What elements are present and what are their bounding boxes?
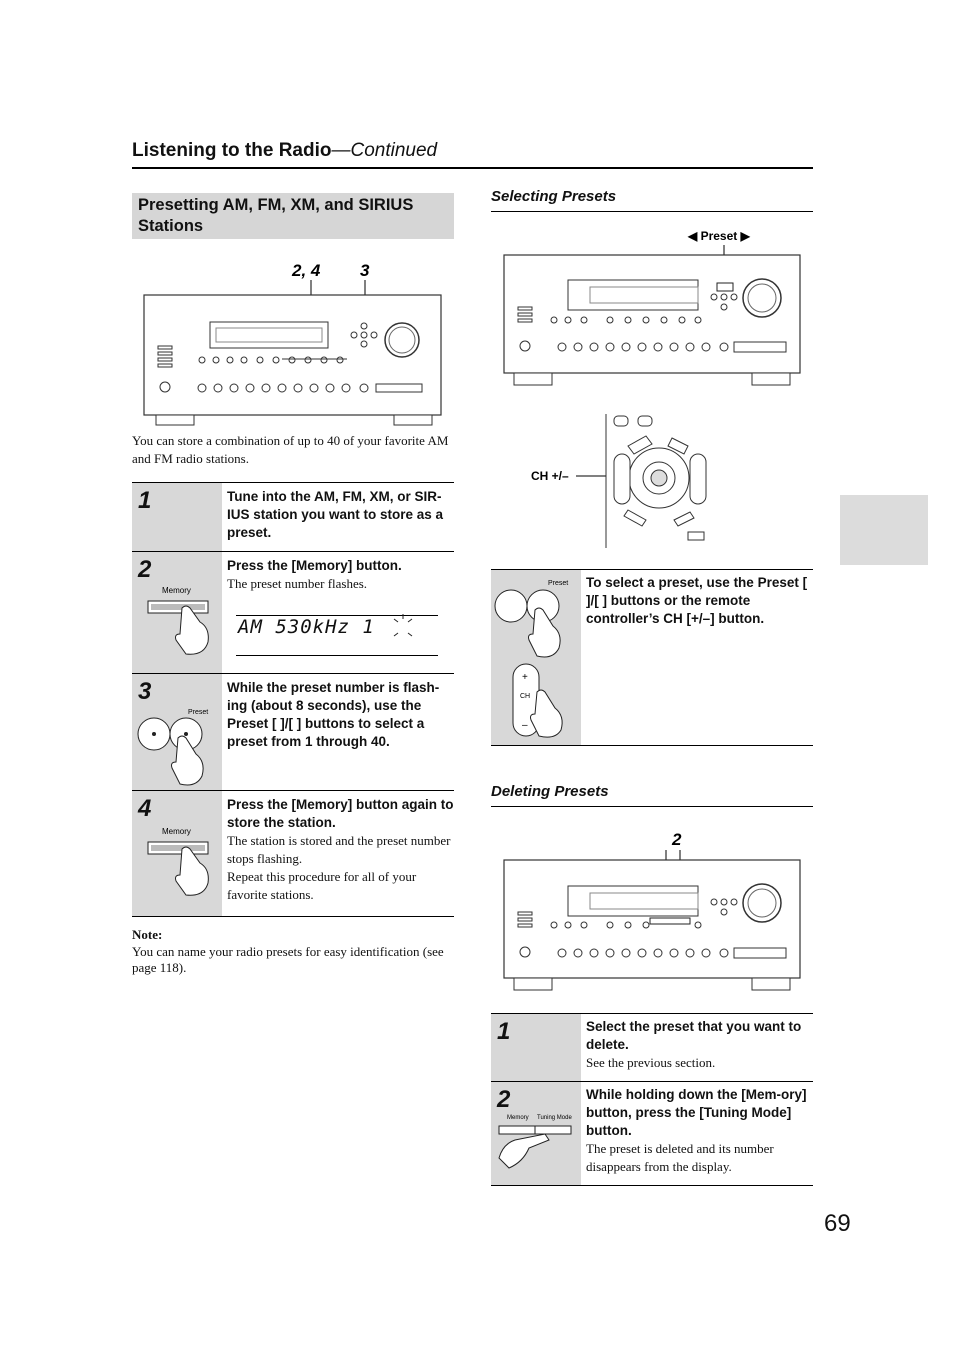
step-instruction: Press the [Memory] button. — [227, 558, 402, 573]
step-instruction: Select the preset that you want to delete. — [586, 1019, 802, 1052]
selecting-instruction: To select a preset, use the Preset [ ]/[ ] buttons or the remote controller’s CH [+/–] button. — [586, 575, 808, 626]
preset-label: Preset — [548, 580, 569, 587]
intro-paragraph: You can store a combination of up to 40 of your favorite AM and FM radio stations. — [132, 433, 449, 466]
step-number-cell — [491, 1082, 581, 1185]
preset-buttons-illustration — [134, 704, 222, 790]
svg-text:CH: CH — [520, 693, 531, 700]
step-detail-2: Repeat this procedure for all of your favorite stations. — [227, 869, 417, 902]
section-title-box — [132, 193, 454, 239]
step-number: 3 — [138, 678, 152, 705]
deleting-rule — [491, 806, 813, 807]
svg-text:–: – — [522, 720, 528, 731]
step-detail: See the previous section. — [586, 1055, 716, 1070]
memory-button-illustration — [144, 582, 224, 672]
selecting-illustration-cell — [491, 570, 581, 745]
display-rule-bottom — [236, 655, 438, 656]
step-2 — [132, 552, 454, 673]
step-text — [586, 1086, 813, 1176]
remote-illustration — [528, 410, 738, 548]
deleting-bottom-rule — [491, 1185, 813, 1186]
selecting-instruction-row — [491, 570, 813, 745]
section-title: Presetting AM, FM, XM, and SIRIUS Stations — [138, 196, 414, 235]
step-text — [227, 679, 454, 751]
receiver-front-panel-illustration — [132, 258, 452, 430]
step-number: 4 — [138, 795, 152, 822]
step-4 — [132, 791, 454, 916]
callout-2-4: 2, 4 — [292, 261, 321, 280]
memory-button-illustration — [144, 823, 224, 913]
side-tab — [840, 495, 928, 565]
step-instruction: Press the [Memory] button again to store the station. — [227, 797, 454, 830]
note-title: Note: — [132, 927, 163, 942]
step-instruction: Tune into the AM, FM, XM, or SIR-IUS station you want to store as a preset. — [227, 489, 444, 540]
step-number-cell — [132, 791, 222, 916]
step-number: 1 — [497, 1018, 511, 1045]
step-text — [227, 796, 454, 904]
callout-2: 2 — [672, 830, 682, 849]
selecting-text — [586, 574, 813, 628]
ch-label: CH +/– — [531, 469, 569, 483]
receiver-delete-illustration — [500, 826, 810, 996]
page-header — [132, 140, 437, 162]
steps-bottom-rule — [132, 916, 454, 917]
page-number: 69 — [824, 1210, 851, 1237]
step-number-cell — [491, 1014, 581, 1081]
header-rule — [132, 167, 813, 169]
svg-text:+: + — [522, 672, 528, 683]
memory-label: Memory — [507, 1115, 529, 1121]
memory-label: Memory — [162, 827, 191, 836]
step-number: 1 — [138, 487, 152, 514]
step-detail: The preset number flashes. — [227, 576, 368, 591]
step-detail: The station is stored and the preset number stops flashing. — [227, 833, 451, 866]
step-instruction: While the preset number is flash-ing (about 8 seconds), use the Preset [ ]/[ ] buttons to select a preset from 1 through 40. — [227, 680, 440, 749]
step-number-cell — [132, 674, 222, 790]
header-title: Listening to the Radio — [132, 140, 332, 161]
callout-3: 3 — [360, 261, 370, 280]
step-instruction: While holding down the [Mem-ory] button, press the [Tuning Mode] button. — [586, 1087, 807, 1138]
selecting-bottom-rule — [491, 745, 813, 746]
memory-label: Memory — [162, 586, 191, 595]
step-number-cell — [132, 552, 222, 673]
display-readout: AM 530kHz 1 — [238, 616, 375, 638]
step-number: 2 — [497, 1086, 511, 1113]
selecting-rule — [491, 211, 813, 212]
step-text — [227, 488, 454, 542]
deleting-presets-heading: Deleting Presets — [491, 783, 609, 800]
step-text — [227, 557, 454, 593]
step-number-cell — [132, 483, 222, 551]
preset-arrows-label: ◀ Preset ▶ — [688, 229, 750, 243]
receiver-preset-illustration — [500, 225, 810, 390]
delete-step-1 — [491, 1014, 813, 1081]
flash-icon — [390, 612, 416, 642]
note-text: You can name your radio presets for easy identification (see page 118). — [132, 943, 444, 975]
step-number: 2 — [138, 556, 152, 583]
note-block — [132, 927, 454, 977]
step-detail: The preset is deleted and its number disappears from the display. — [586, 1141, 774, 1174]
preset-label: Preset — [188, 709, 209, 716]
step-1 — [132, 483, 454, 551]
step-3 — [132, 674, 454, 790]
preset-and-ch-illustration — [493, 576, 581, 741]
header-continued: —Continued — [331, 140, 438, 161]
step-text — [586, 1018, 813, 1072]
selecting-presets-heading: Selecting Presets — [491, 188, 617, 205]
memory-tuning-illustration — [495, 1110, 581, 1182]
delete-step-2 — [491, 1082, 813, 1185]
tuning-mode-label: Tuning Mode — [537, 1115, 572, 1121]
